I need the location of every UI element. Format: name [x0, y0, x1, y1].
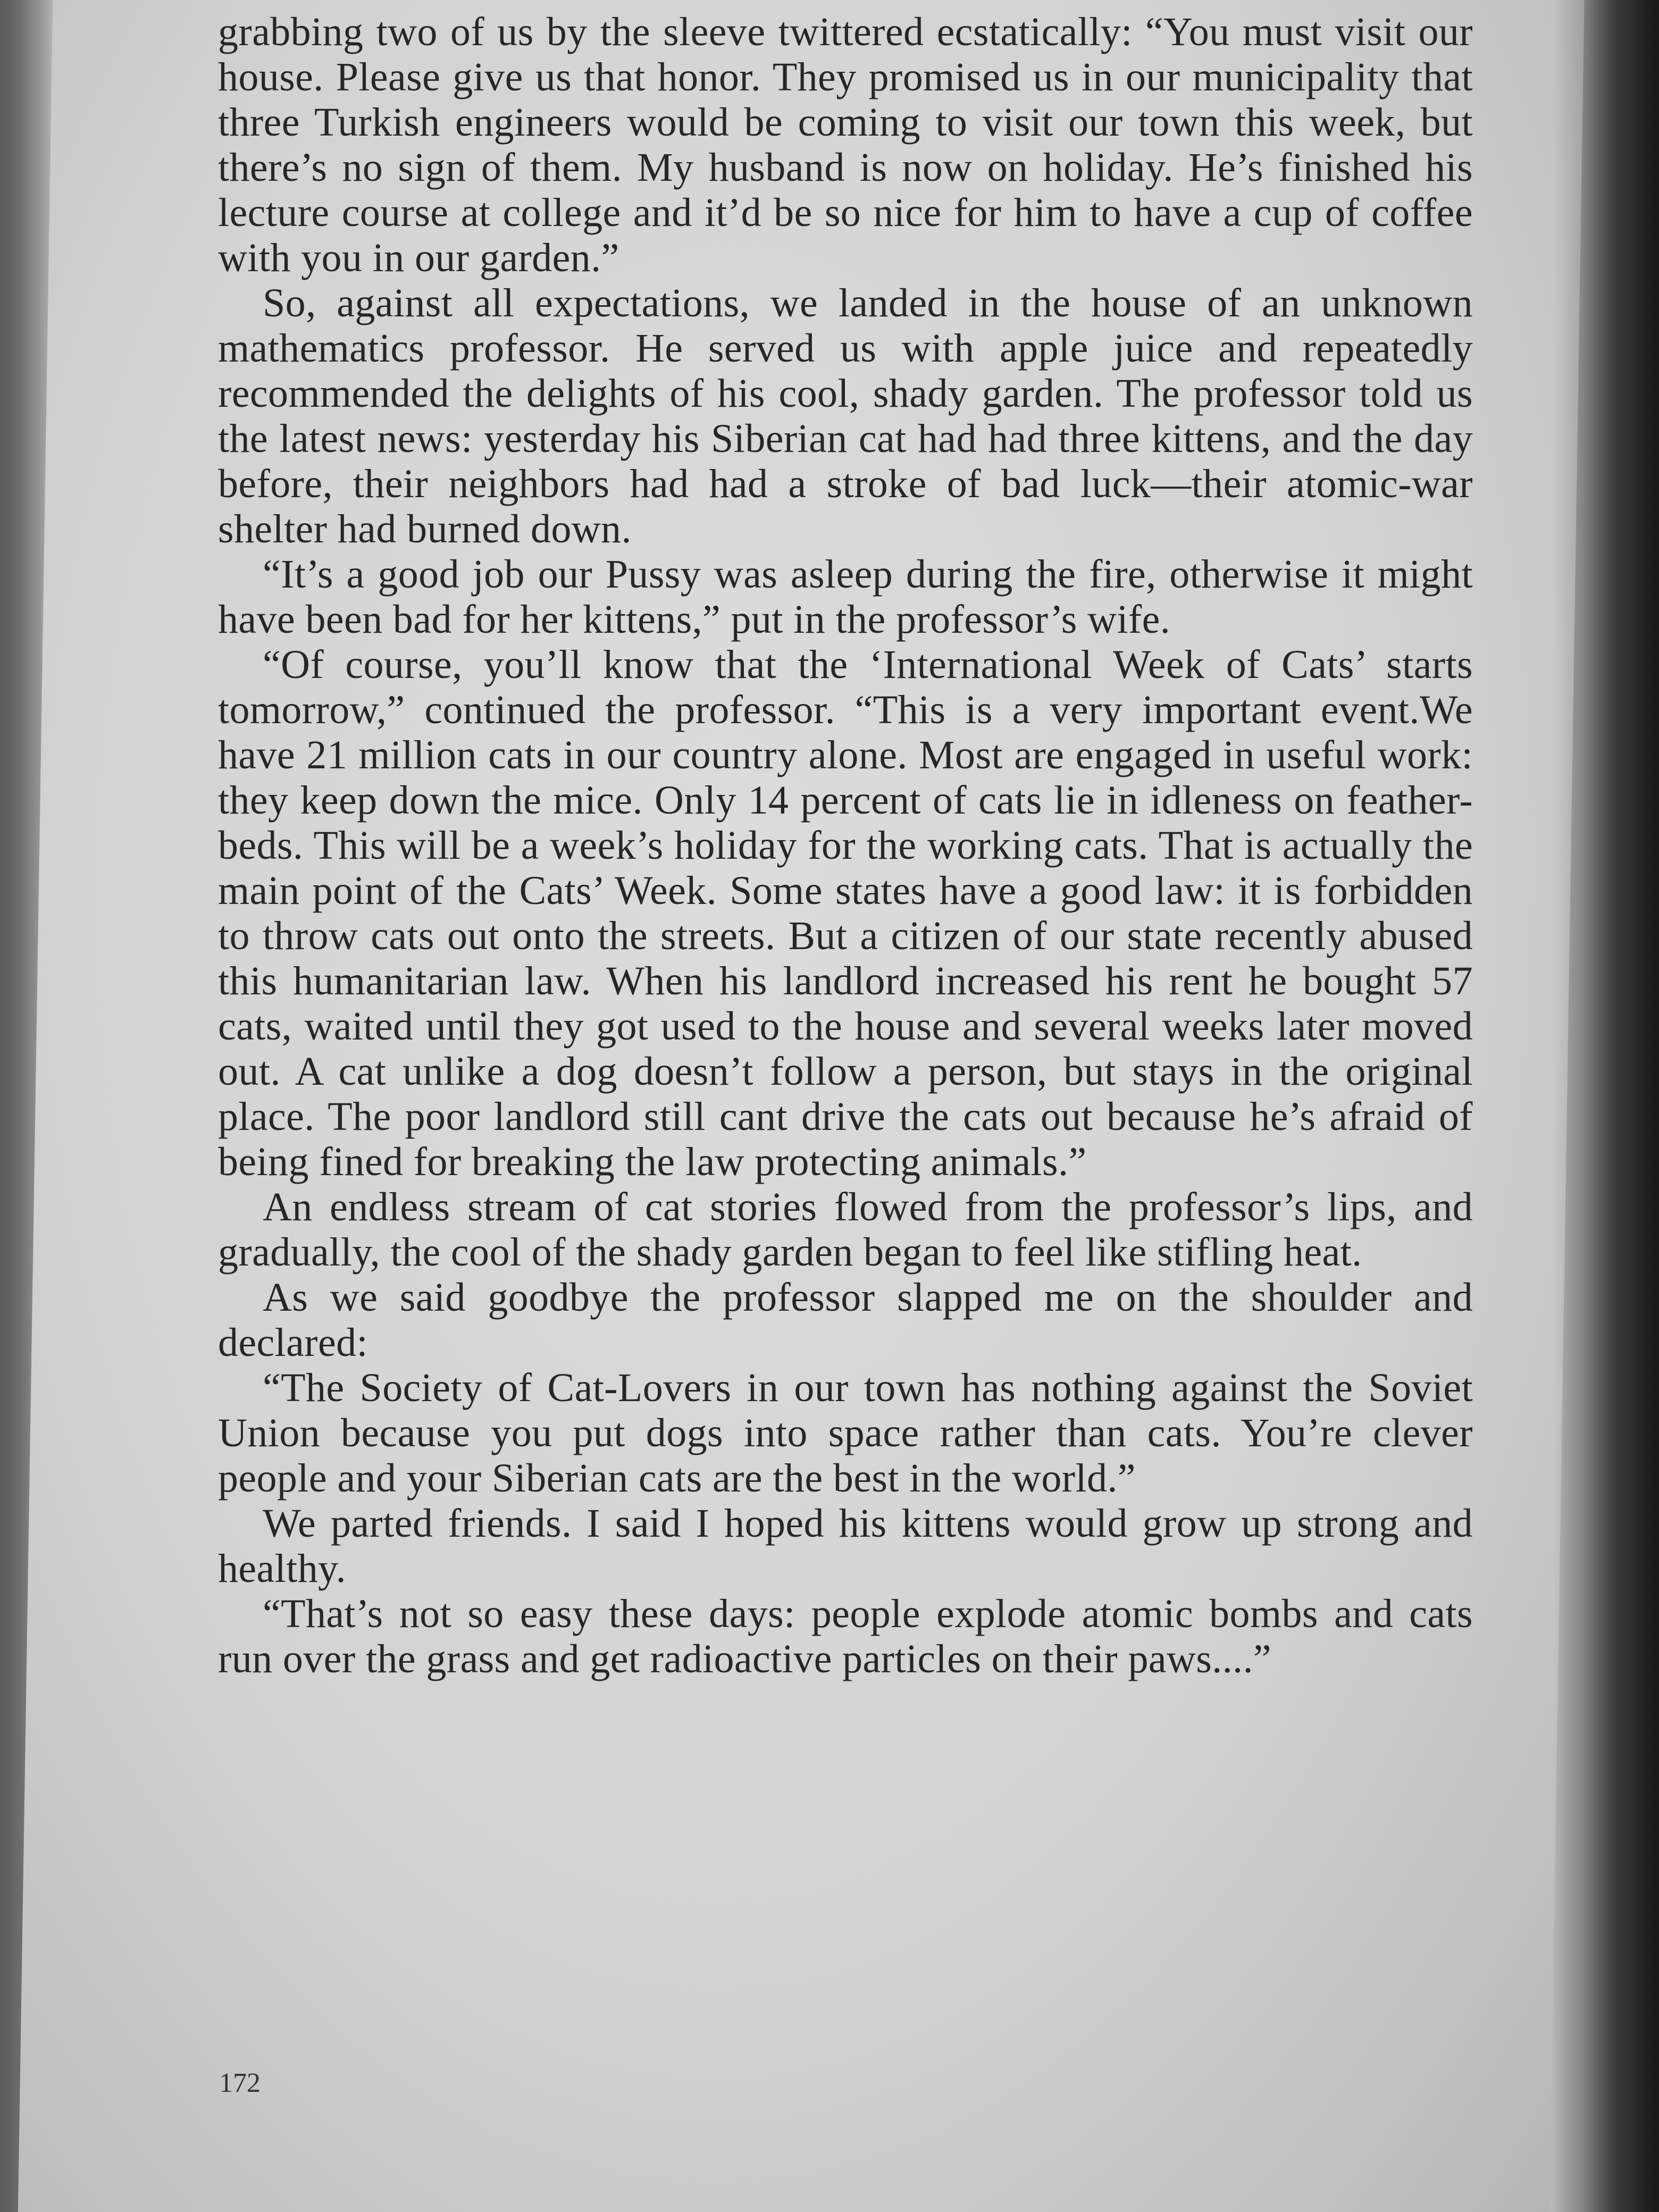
paragraph: “It’s a good job our Pussy was asleep during the fire, otherwise it might have been bad for her kittens,” put in the professor’s wife.	[218, 552, 1473, 642]
paragraph: grabbing two of us by the sleeve twittered ecstatically: “You must visit our house. Please give us that honor. They promised us in our municipality that three Turkish engineers would be coming to visit our town this week, but there’s no sign of them. My husband is now on holiday. He’s finished his lecture course at college and it’d be so nice for him to have a cup of coffee with you in our garden.”	[218, 10, 1473, 280]
page-number: 172	[219, 2068, 261, 2098]
paragraph: So, against all expectations, we landed in the house of an unknown mathematics professor. He served us with apple juice and repeatedly recommended the delights of his cool, shady garden. The professor told us the latest news: yesterday his Siberian cat had had three kittens, and the day before, their neighbors had had a stroke of bad luck—their atomic-war shelter had burned down.	[218, 281, 1473, 551]
paragraph: An endless stream of cat stories flowed from the professor’s lips, and gradually, the cool of the shady garden began to feel like stifling heat.	[218, 1185, 1473, 1275]
paragraph: “Of course, you’ll know that the ‘International Week of Cats’ starts tomorrow,” continued the professor. “This is a very important event.We have 21 million cats in our country alone. Most are engaged in useful work: they keep down the mice. Only 14 percent of cats lie in idleness on feather-beds. This will be a week’s holiday for the working cats. That is actually the main point of the Cats’ Week. Some states have a good law: it is forbidden to throw cats out onto the streets. But a citizen of our state recently abused this humanitarian law. When his landlord increased his rent he bought 57 cats, waited until they got used to the house and several weeks later moved out. A cat unlike a dog doesn’t follow a person, but stays in the original place. The poor landlord still cant drive the cats out because he’s afraid of being fined for breaking the law protecting animals.”	[218, 642, 1473, 1184]
paragraph: As we said goodbye the professor slapped me on the shoulder and declared:	[218, 1275, 1473, 1365]
paragraph: We parted friends. I said I hoped his kittens would grow up strong and healthy.	[218, 1501, 1473, 1591]
paragraph: “That’s not so easy these days: people explode atomic bombs and cats run over the grass and get radioactive particles on their paws....”	[218, 1591, 1473, 1681]
paragraph: “The Society of Cat-Lovers in our town has nothing against the Soviet Union because you put dogs into space rather than cats. You’re clever people and your Siberian cats are the best in the world.”	[218, 1365, 1473, 1501]
body-text	[218, 10, 1473, 1682]
page-edge-shadow	[1553, 0, 1659, 2212]
